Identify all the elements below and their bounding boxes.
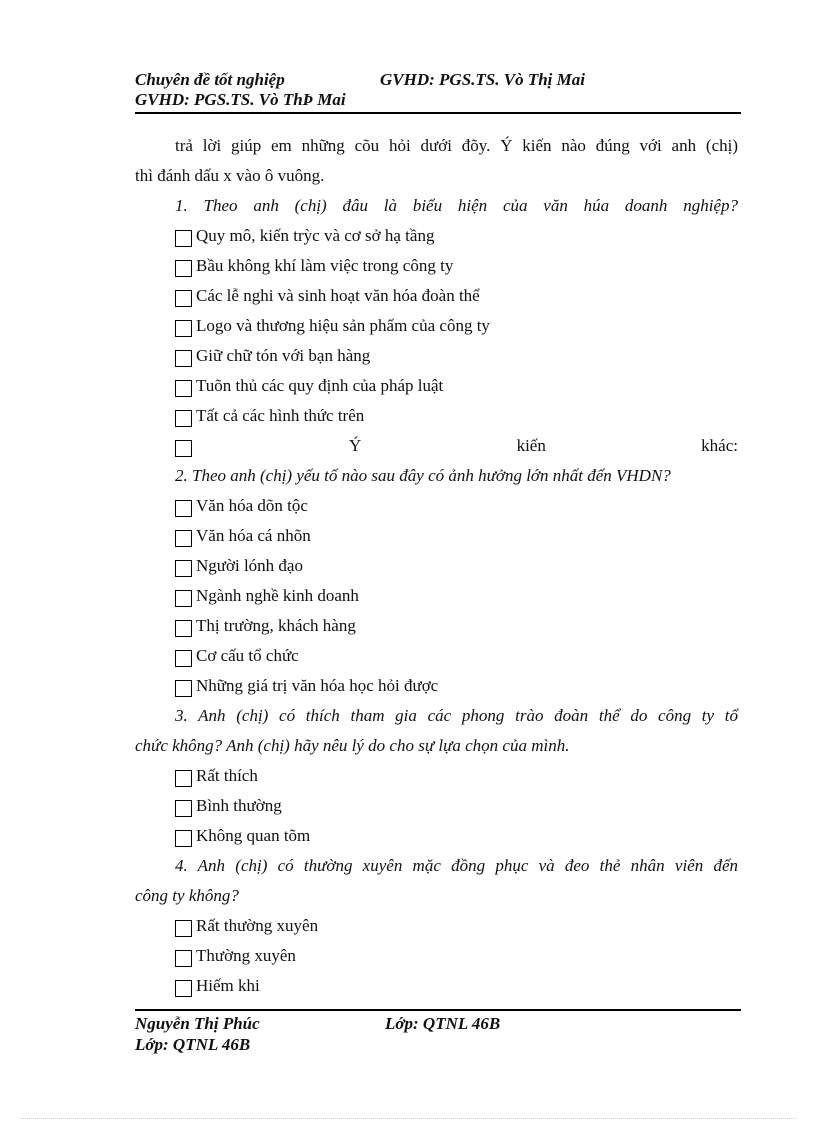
option-label: Cơ cấu tổ chức xyxy=(196,646,299,665)
option-label: Logo và thương hiệu sản phẩm của công ty xyxy=(196,316,490,335)
question-3-line-2: chức không? Anh (chị) hãy nêu lý do cho sự lựa chọn của mình. xyxy=(135,736,570,755)
q3-option-3 xyxy=(135,821,738,851)
option-label: Bình thường xyxy=(196,796,282,815)
option-label: Văn hóa cá nhõn xyxy=(196,526,311,545)
checkbox[interactable] xyxy=(175,410,192,427)
footer-author: Nguyễn Thị Phúc xyxy=(135,1014,260,1033)
checkbox[interactable] xyxy=(175,950,192,967)
q2-option-3 xyxy=(135,551,738,581)
intro-line-1: trả lời giúp em những cõu hỏi dưới đõy. Ý kiến nào đúng với anh (chị) xyxy=(175,136,738,155)
question-1: 1. Theo anh (chị) đâu là biểu hiện của văn húa doanh nghiệp? xyxy=(175,196,738,215)
option-label: Thị trường, khách hàng xyxy=(196,616,356,635)
checkbox[interactable] xyxy=(175,350,192,367)
footer-line-1 xyxy=(135,1014,741,1034)
option-label: Quy mô, kiến trỳc và cơ sở hạ tầng xyxy=(196,226,435,245)
checkbox[interactable] xyxy=(175,500,192,517)
q4-option-2 xyxy=(135,941,738,971)
q2-option-7 xyxy=(135,671,738,701)
option-label: Rất thường xuyên xyxy=(196,916,319,935)
q1-option-4 xyxy=(135,311,738,341)
option-label: Ngành nghề kinh doanh xyxy=(196,586,359,605)
q3-option-2 xyxy=(135,791,738,821)
option-label: Rất thích xyxy=(196,766,258,785)
q1-option-2 xyxy=(135,251,738,281)
q1-option-3 xyxy=(135,281,738,311)
question-4-line-1: 4. Anh (chị) có thường xuyên mặc đồng phục và đeo thẻ nhân viên đến xyxy=(175,856,738,875)
checkbox[interactable] xyxy=(175,230,192,247)
option-label: Hiếm khi xyxy=(196,976,260,995)
header-line-2: GVHD: PGS.TS. Vò ThÞ Mai xyxy=(135,90,346,109)
checkbox[interactable] xyxy=(175,440,192,457)
checkbox[interactable] xyxy=(175,590,192,607)
option-label: Các lễ nghi và sinh hoạt văn hóa đoàn thể xyxy=(196,286,480,305)
option-label: Tuõn thủ các quy định của pháp luật xyxy=(196,376,444,395)
checkbox[interactable] xyxy=(175,260,192,277)
question-2: 2. Theo anh (chị) yếu tố nào sau đây có ảnh hưởng lớn nhất đến VHDN? xyxy=(175,466,671,485)
checkbox[interactable] xyxy=(175,650,192,667)
header-line-1 xyxy=(135,70,741,90)
other-word-3: khác: xyxy=(701,436,738,455)
option-label: Bầu không khí làm việc trong công ty xyxy=(196,256,454,275)
option-label: Những giá trị văn hóa học hỏi được xyxy=(196,676,439,695)
checkbox[interactable] xyxy=(175,680,192,697)
footer-line-2: Lớp: QTNL 46B xyxy=(135,1035,251,1054)
q2-option-6 xyxy=(135,641,738,671)
checkbox[interactable] xyxy=(175,800,192,817)
footer-class: Lớp: QTNL 46B xyxy=(385,1014,501,1033)
checkbox[interactable] xyxy=(175,320,192,337)
other-word-1: Ý xyxy=(349,436,362,455)
checkbox[interactable] xyxy=(175,980,192,997)
q4-option-1 xyxy=(135,911,738,941)
checkbox[interactable] xyxy=(175,380,192,397)
checkbox[interactable] xyxy=(175,290,192,307)
footer-rule xyxy=(135,1009,741,1011)
question-4-line-2: công ty không? xyxy=(135,886,239,905)
q2-option-2 xyxy=(135,521,738,551)
option-label: Văn hóa dõn tộc xyxy=(196,496,308,515)
option-label: Thường xuyên xyxy=(196,946,296,965)
checkbox[interactable] xyxy=(175,620,192,637)
header-title: Chuyên đề tốt nghiệp xyxy=(135,70,285,89)
other-word-2: kiến xyxy=(516,436,546,455)
header-rule xyxy=(135,112,741,114)
page-edge-dots xyxy=(20,1118,796,1119)
checkbox[interactable] xyxy=(175,560,192,577)
q1-option-1 xyxy=(135,221,738,251)
checkbox[interactable] xyxy=(175,830,192,847)
option-label: Không quan tõm xyxy=(196,826,311,845)
q2-option-5 xyxy=(135,611,738,641)
option-label: Giữ chữ tón với bạn hàng xyxy=(196,346,371,365)
q1-option-7 xyxy=(135,401,738,431)
question-3-line-1: 3. Anh (chị) có thích tham gia các phong trào đoàn thể do công ty tổ xyxy=(175,706,738,725)
checkbox[interactable] xyxy=(175,920,192,937)
intro-line-2: thì đánh dấu x vào ô vuông. xyxy=(135,166,325,185)
q2-option-1 xyxy=(135,491,738,521)
document-body xyxy=(135,131,738,1001)
q1-option-5 xyxy=(135,341,738,371)
header-supervisor: GVHD: PGS.TS. Vò Thị Mai xyxy=(380,70,585,89)
q1-option-6 xyxy=(135,371,738,401)
checkbox[interactable] xyxy=(175,770,192,787)
q2-option-4 xyxy=(135,581,738,611)
option-label: Người lónh đạo xyxy=(196,556,303,575)
option-label: Tất cả các hình thức trên xyxy=(196,406,365,425)
q4-option-3 xyxy=(135,971,738,1001)
q1-option-other xyxy=(135,431,738,461)
checkbox[interactable] xyxy=(175,530,192,547)
q3-option-1 xyxy=(135,761,738,791)
